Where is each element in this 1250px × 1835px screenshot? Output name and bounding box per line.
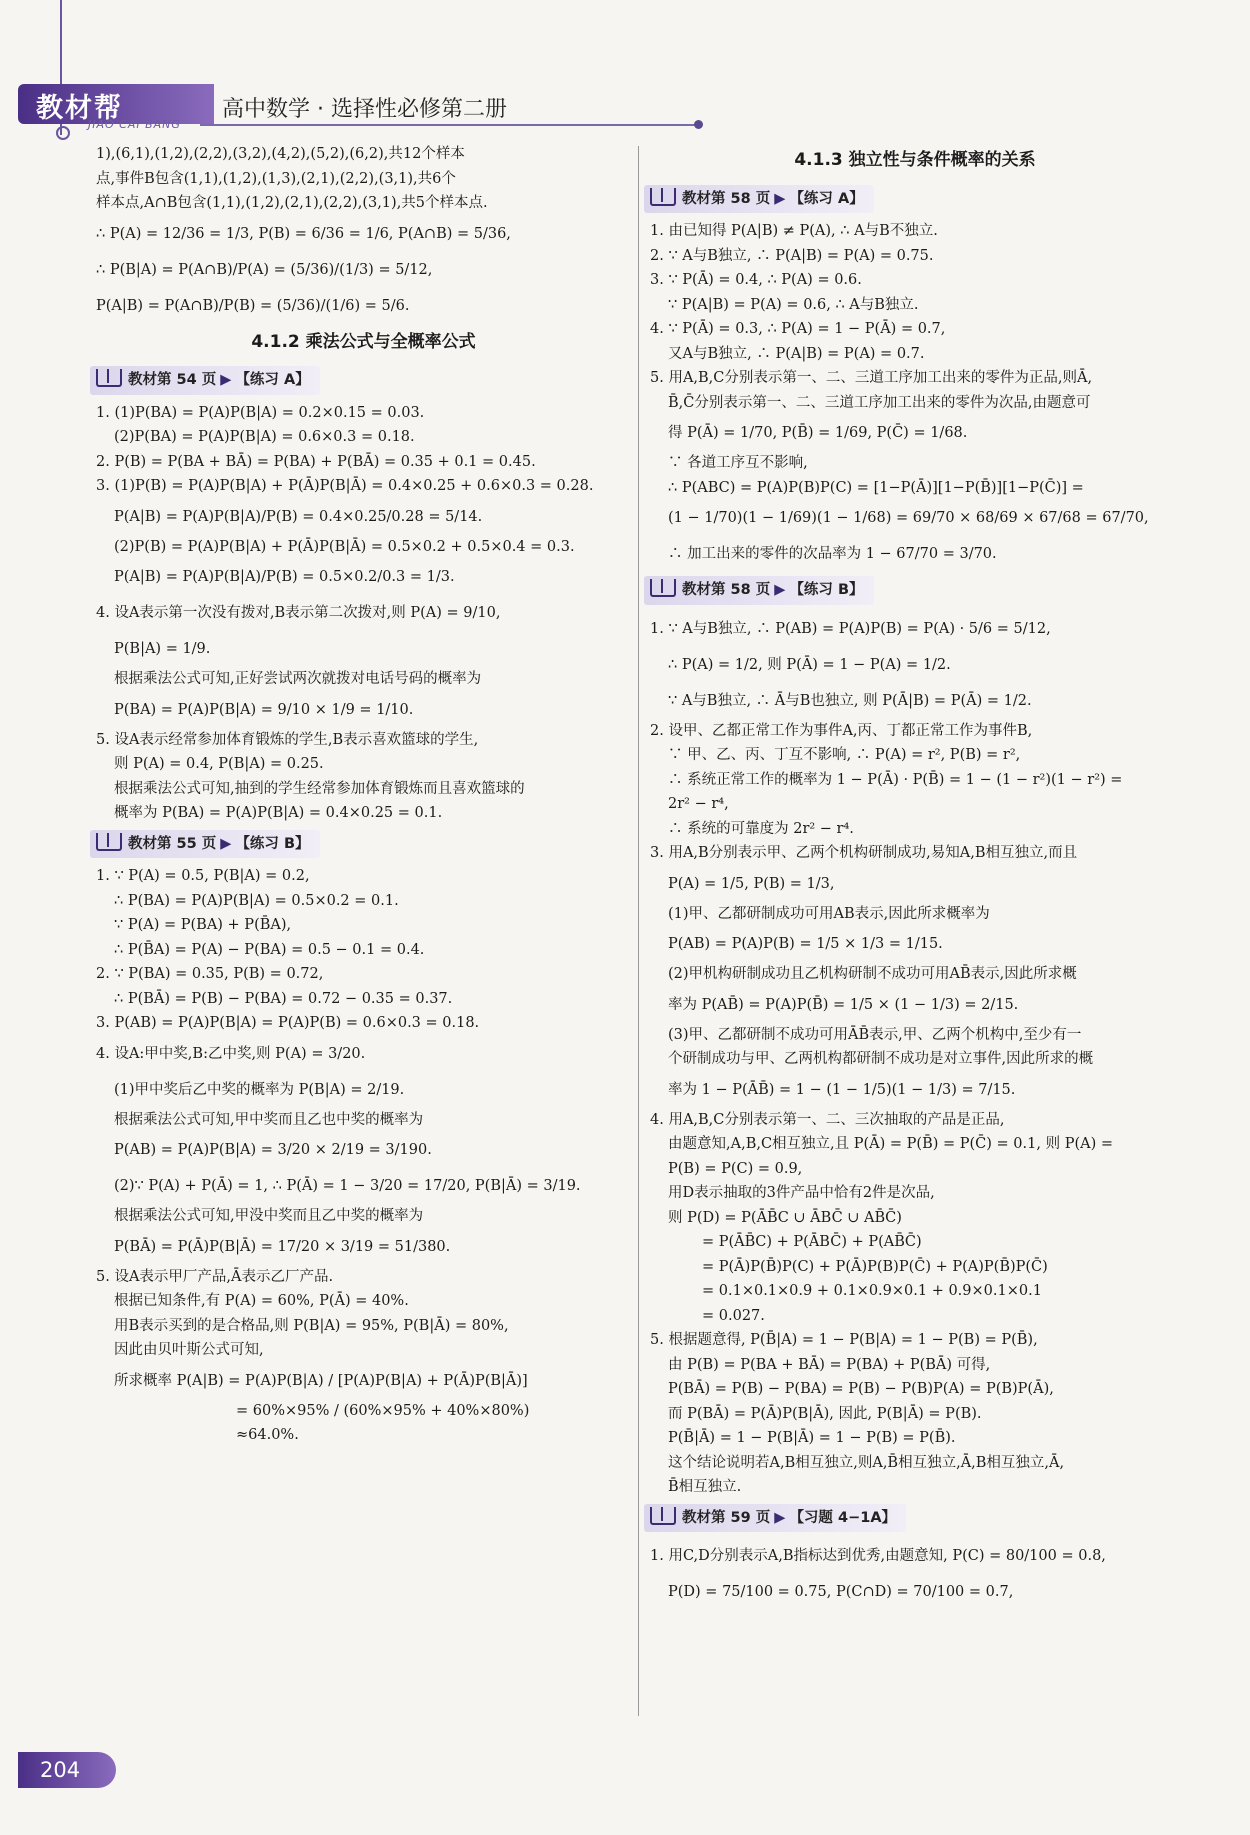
formula-line: 1. ∵ A与B独立, ∴ P(AB) = P(A)P(B) = P(A) · 5/6 = 5/12,	[650, 620, 1051, 637]
formula-line: (1 − 1/70)(1 − 1/69)(1 − 1/68) = 69/70 × 68/69 × 67/68 = 67/70,	[668, 510, 1149, 526]
tag-part: 【练习 B】	[789, 582, 864, 598]
text-line: P(B̄|Ā) = 1 − P(B|Ā) = 1 − P(B) = P(B̄).	[668, 1430, 956, 1446]
text-line: ∴ 系统正常工作的概率为 1 − P(Ā) · P(B̄) = 1 − (1 − r²)(1 − r²) =	[668, 771, 1123, 788]
exercise-tag-58a	[644, 185, 874, 214]
text-line: 4. ∵ P(Ā) = 0.3, ∴ P(A) = 1 − P(Ā) = 0.7,	[650, 321, 946, 337]
text-line: 个研制成功与甲、乙两机构都研制不成功是对立事件,因此所求的概	[668, 1051, 1094, 1067]
text-line: 而 P(BĀ) = P(Ā)P(B|Ā), 因此, P(B|Ā) = P(B).	[668, 1405, 982, 1422]
text-line: B̄相互独立.	[668, 1479, 742, 1495]
text-line: 2. ∵ P(BA) = 0.35, P(B) = 0.72,	[96, 966, 324, 982]
tag-label: 教材第 55 页	[128, 835, 217, 852]
text-line: 5. 设A表示甲厂产品,Ā表示乙厂产品.	[96, 1268, 334, 1285]
text-line: (1)甲、乙都研制成功可用AB表示,因此所求概率为	[668, 905, 990, 922]
book-icon	[650, 1507, 676, 1525]
text-line: 4. 用A,B,C分别表示第一、二、三次抽取的产品是正品,	[650, 1111, 1005, 1128]
brand-subtitle: JIAO CAI BANG	[88, 118, 181, 131]
text-line: = 0.1×0.1×0.9 + 0.1×0.9×0.1 + 0.9×0.1×0.1	[702, 1283, 1042, 1299]
left-column	[96, 142, 631, 1448]
page-number: 204	[18, 1752, 116, 1788]
text-line: 5. 用A,B,C分别表示第一、二、三道工序加工出来的零件为正品,则Ā,	[650, 370, 1093, 386]
text-line: 则 P(A) = 0.4, P(B|A) = 0.25.	[114, 756, 324, 772]
book-icon	[96, 369, 122, 387]
formula-line: P(A) = 1/5, P(B) = 1/3,	[668, 875, 835, 892]
book-icon	[96, 833, 122, 851]
formula-line: P(AB) = P(A)P(B|A) = 3/20 × 2/19 = 3/190.	[114, 1142, 432, 1158]
text-line: 1. ∵ P(A) = 0.5, P(B|A) = 0.2,	[96, 868, 310, 884]
text-line: 概率为 P(BA) = P(A)P(B|A) = 0.4×0.25 = 0.1.	[114, 805, 443, 821]
text-line: 1. 由已知得 P(A|B) ≠ P(A), ∴ A与B不独立.	[650, 223, 938, 239]
text-line: 1),(6,1),(1,2),(2,2),(3,2),(4,2),(5,2),(6,2),共12个样本	[96, 146, 465, 162]
text-line: 2. P(B) = P(BA + BĀ) = P(BA) + P(BĀ) = 0.35 + 0.1 = 0.45.	[96, 453, 536, 470]
formula-line: 得 P(Ā) = 1/70, P(B̄) = 1/69, P(C̄) = 1/68.	[668, 425, 968, 441]
text-line: 3. P(AB) = P(A)P(B|A) = P(A)P(B) = 0.6×0.3 = 0.18.	[96, 1015, 480, 1031]
text-line: 根据乘法公式可知,甲中奖而且乙也中奖的概率为	[114, 1111, 424, 1128]
exercise-tag-59	[644, 1504, 906, 1533]
tag-part: 【习题 4−1A】	[789, 1509, 897, 1526]
triangle-right-icon: ▶	[774, 582, 786, 598]
text-line: 根据乘法公式可知,抽到的学生经常参加体育锻炼而且喜欢篮球的	[114, 780, 525, 797]
text-line: 又A与B独立, ∴ P(A|B) = P(A) = 0.7.	[668, 345, 925, 362]
text-line: ∴ P(B̄A) = P(A) − P(BA) = 0.5 − 0.1 = 0.4.	[114, 941, 425, 958]
text-line: 因此由贝叶斯公式可知,	[114, 1342, 264, 1358]
text-line: 根据已知条件,有 P(A) = 60%, P(Ā) = 40%.	[114, 1293, 409, 1309]
pin-ring-icon	[56, 126, 70, 140]
text-line: (1)甲中奖后乙中奖的概率为 P(B|A) = 2/19.	[114, 1081, 405, 1098]
text-line: ∴ P(BA) = P(A)P(B|A) = 0.5×0.2 = 0.1.	[114, 892, 399, 909]
tag-label: 教材第 58 页	[682, 190, 771, 207]
text-line: 4. 设A表示第一次没有拨对,B表示第二次拨对,则 P(A) = 9/10,	[96, 605, 501, 621]
exercise-tag-55	[90, 830, 320, 859]
formula-line: 所求概率 P(A|B) = P(A)P(B|A) / [P(A)P(B|A) + P(Ā)P(B|Ā)]	[114, 1372, 528, 1389]
formula-line: ∴ P(A) = 1/2, 则 P(Ā) = 1 − P(A) = 1/2.	[668, 656, 951, 673]
triangle-right-icon: ▶	[774, 1509, 786, 1526]
formula-line: P(BA) = P(A)P(B|A) = 9/10 × 1/9 = 1/10.	[114, 701, 414, 718]
text-line: ∵ 甲、乙、丙、丁互不影响, ∴ P(A) = r², P(B) = r²,	[668, 747, 1021, 763]
formula-line: P(A|B) = P(A)P(B|A)/P(B) = 0.5×0.2/0.3 = 1/3.	[114, 569, 455, 585]
formula-line: 1. 用C,D分别表示A,B指标达到优秀,由题意知, P(C) = 80/100 = 0.8,	[650, 1548, 1106, 1564]
formula-line: P(BĀ) = P(Ā)P(B|Ā) = 17/20 × 3/19 = 51/380.	[114, 1238, 451, 1255]
text-line: (2)甲机构研制成功且乙机构研制不成功可用AB̄表示,因此所求概	[668, 966, 1077, 982]
text-line: 2. 设甲、乙都正常工作为事件A,丙、丁都正常工作为事件B,	[650, 722, 1033, 739]
section-title-413: 4.1.3 独立性与条件概率的关系	[794, 150, 1036, 170]
triangle-right-icon: ▶	[774, 190, 786, 207]
tag-part: 【练习 A】	[789, 190, 864, 207]
formula-line: ∴ P(B|A) = P(A∩B)/P(A) = (5/36)/(1/3) = 5/12,	[96, 261, 433, 278]
tag-part: 【练习 A】	[235, 372, 310, 388]
text-line: 4. 设A:甲中奖,B:乙中奖,则 P(A) = 3/20.	[96, 1045, 366, 1062]
formula-line: P(A|B) = P(A)P(B|A)/P(B) = 0.4×0.25/0.28 = 5/14.	[114, 508, 483, 525]
book-icon	[650, 579, 676, 597]
text-line: ∴ P(ABC) = P(A)P(B)P(C) = [1−P(Ā)][1−P(B̄)][1−P(C̄)] =	[668, 479, 1084, 496]
text-line: ∴ P(BĀ) = P(B) − P(BA) = 0.72 − 0.35 = 0.37.	[114, 990, 453, 1007]
formula-line: P(D) = 75/100 = 0.75, P(C∩D) = 70/100 = 0.7,	[668, 1584, 1014, 1600]
formula-line: P(B|A) = 1/9.	[114, 641, 211, 657]
text-line: P(BĀ) = P(B) − P(BA) = P(B) − P(B)P(A) = P(B)P(Ā),	[668, 1381, 1054, 1397]
text-line: 点,事件B包含(1,1),(1,2),(1,3),(2,1),(2,2),(3,1),共6个	[96, 170, 456, 187]
triangle-right-icon: ▶	[220, 835, 232, 852]
formula-line: P(AB) = P(A)P(B) = 1/5 × 1/3 = 1/15.	[668, 936, 943, 952]
text-line: 根据乘法公式可知,甲没中奖而且乙中奖的概率为	[114, 1208, 424, 1224]
formula-line: 率为 1 − P(ĀB̄) = 1 − (1 − 1/5)(1 − 1/3) = 7/15.	[668, 1081, 1016, 1098]
text-line: 5. 根据题意得, P(B̄|A) = 1 − P(B|A) = 1 − P(B) = P(B̄),	[650, 1332, 1038, 1348]
header-rule	[200, 124, 698, 126]
header-dot-icon	[694, 120, 703, 129]
text-line: ∵ P(A) = P(BA) + P(B̄A),	[114, 917, 292, 933]
text-line: 用B表示买到的是合格品,则 P(B|A) = 95%, P(B|Ā) = 80%,	[114, 1317, 509, 1334]
text-line: ∵ P(A|B) = P(A) = 0.6, ∴ A与B独立.	[668, 296, 919, 313]
text-line: 由 P(B) = P(BA + BĀ) = P(BA) + P(BĀ) 可得,	[668, 1356, 991, 1373]
text-line: ∵ 各道工序互不影响,	[668, 455, 808, 471]
formula-line: 率为 P(AB̄) = P(A)P(B̄) = 1/5 × (1 − 1/3) = 2/15.	[668, 996, 1019, 1013]
text-line: 3. (1)P(B) = P(A)P(B|A) + P(Ā)P(B|Ā) = 0.4×0.25 + 0.6×0.3 = 0.28.	[96, 478, 594, 494]
formula-line: = 60%×95% / (60%×95% + 40%×80%)	[236, 1402, 530, 1419]
text-line: 2r² − r⁴,	[668, 796, 729, 812]
text-line: 5. 设A表示经常参加体育锻炼的学生,B表示喜欢篮球的学生,	[96, 731, 479, 748]
text-line: 根据乘法公式可知,正好尝试两次就拨对电话号码的概率为	[114, 671, 482, 687]
formula-line: ∴ P(A) = 12/36 = 1/3, P(B) = 6/36 = 1/6, P(A∩B) = 5/36,	[96, 225, 511, 242]
text-line: 1. (1)P(BA) = P(A)P(B|A) = 0.2×0.15 = 0.03.	[96, 404, 425, 421]
page-header	[0, 0, 1250, 130]
text-line: = P(ĀB̄C) + P(ĀBC̄) + P(AB̄C̄)	[702, 1234, 922, 1250]
text-line: ∴ 系统的可靠度为 2r² − r⁴.	[668, 820, 854, 837]
text-line: P(B) = P(C) = 0.9,	[668, 1160, 803, 1177]
text-line: 3. ∵ P(Ā) = 0.4, ∴ P(A) = 0.6.	[650, 272, 862, 288]
tag-label: 教材第 58 页	[682, 582, 771, 598]
book-title: 高中数学 · 选择性必修第二册	[222, 97, 507, 122]
text-line: B̄,C̄分别表示第一、二、三道工序加工出来的零件为次品,由题意可	[668, 394, 1091, 411]
exercise-tag-58b	[644, 576, 874, 605]
formula-line: ∴ 加工出来的零件的次品率为 1 − 67/70 = 3/70.	[668, 546, 997, 562]
tag-label: 教材第 54 页	[128, 372, 217, 388]
text-line: 2. ∵ A与B独立, ∴ P(A|B) = P(A) = 0.75.	[650, 247, 934, 264]
triangle-right-icon: ▶	[220, 372, 232, 388]
formula-line: ∵ A与B独立, ∴ Ā与B也独立, 则 P(Ā|B) = P(Ā) = 1/2.	[668, 692, 1032, 709]
text-line: (3)甲、乙都研制不成功可用ĀB̄表示,甲、乙两个机构中,至少有一	[668, 1026, 1082, 1043]
text-line: 3. 用A,B分别表示甲、乙两个机构研制成功,易知A,B相互独立,而且	[650, 845, 1078, 861]
text-line: 这个结论说明若A,B相互独立,则A,B̄相互独立,Ā,B相互独立,Ā,	[668, 1454, 1065, 1471]
formula-line: (2)∵ P(A) + P(Ā) = 1, ∴ P(Ā) = 1 − 3/20 = 17/20, P(B|Ā) = 3/19.	[114, 1178, 581, 1194]
text-line: 则 P(D) = P(ĀB̄C ∪ ĀBC̄ ∪ AB̄C̄)	[668, 1209, 902, 1226]
text-line: (2)P(B) = P(A)P(B|A) + P(Ā)P(B|Ā) = 0.5×0.2 + 0.5×0.4 = 0.3.	[114, 538, 575, 555]
tag-part: 【练习 B】	[235, 835, 310, 852]
formula-line: ≈64.0%.	[236, 1427, 299, 1443]
text-line: (2)P(BA) = P(A)P(B|A) = 0.6×0.3 = 0.18.	[114, 429, 415, 445]
column-divider	[638, 146, 639, 1716]
tag-label: 教材第 59 页	[682, 1509, 771, 1526]
text-line: 样本点,A∩B包含(1,1),(1,2),(2,1),(2,2),(3,1),共5个样本点.	[96, 195, 488, 211]
text-line: = 0.027.	[702, 1307, 765, 1324]
text-line: = P(Ā)P(B̄)P(C) + P(Ā)P(B)P(C̄) + P(A)P(B̄)P(C̄)	[702, 1258, 1048, 1275]
section-title-412: 4.1.2 乘法公式与全概率公式	[251, 331, 476, 352]
book-icon	[650, 188, 676, 206]
brand-name: 教材帮	[36, 93, 123, 124]
exercise-tag-54	[90, 366, 320, 395]
text-line: 由题意知,A,B,C相互独立,且 P(Ā) = P(B̄) = P(C̄) = 0.1, 则 P(A) =	[668, 1136, 1113, 1152]
text-line: 用D表示抽取的3件产品中恰有2件是次品,	[668, 1185, 935, 1201]
formula-line: P(A|B) = P(A∩B)/P(B) = (5/36)/(1/6) = 5/6.	[96, 297, 410, 314]
right-column	[650, 142, 1180, 1610]
